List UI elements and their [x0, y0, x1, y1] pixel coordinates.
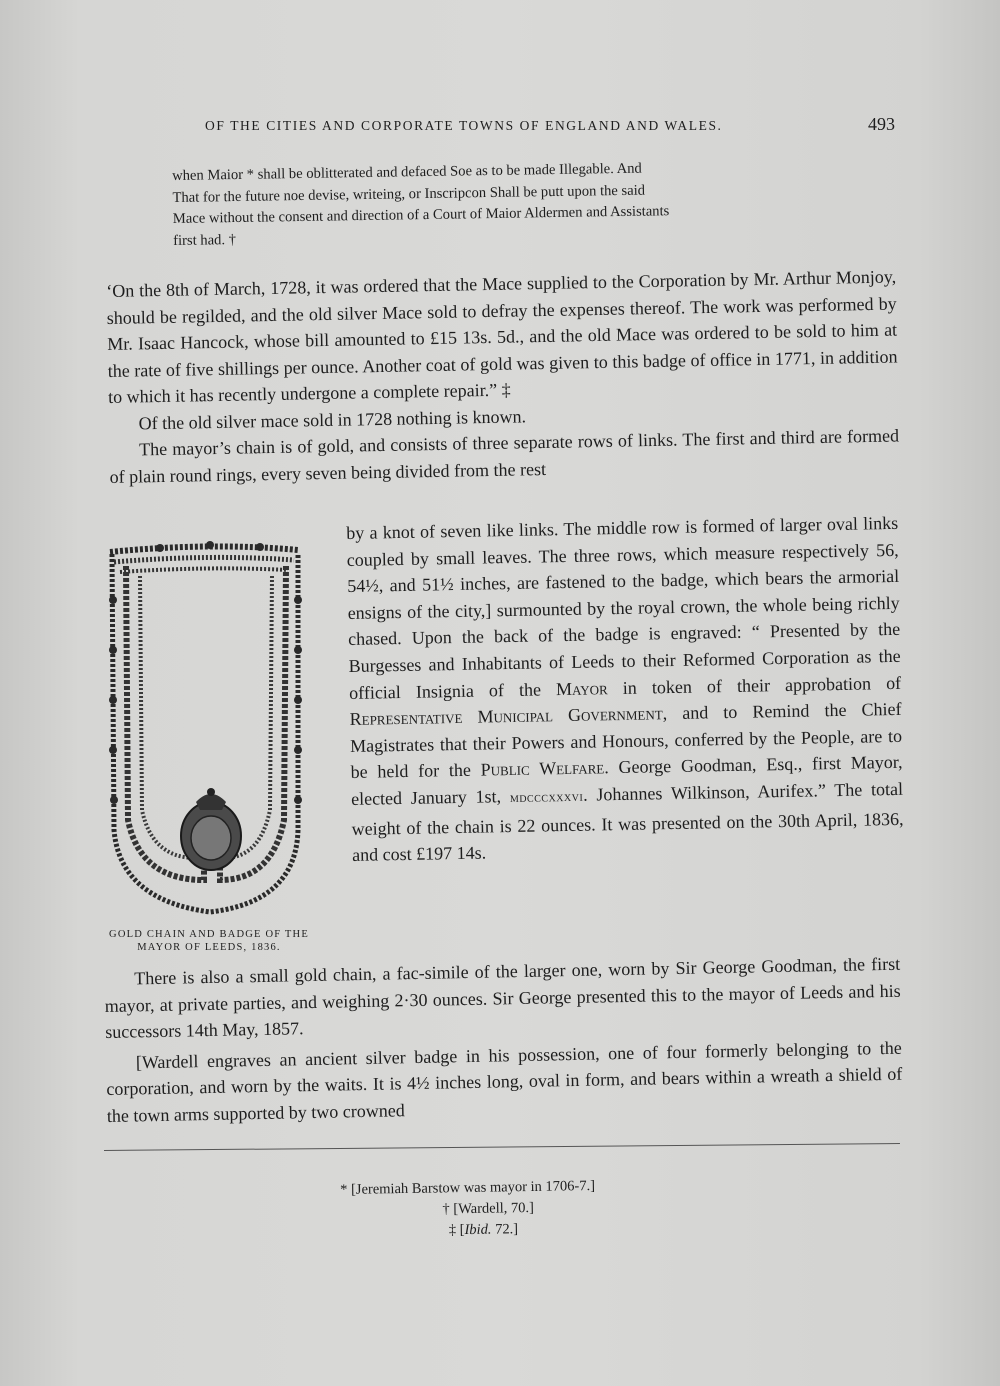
text-run: . George Goodman, Esq., first Mayor, elected January 1st, — [350, 752, 903, 809]
footnote — [341, 1216, 701, 1243]
body-text-top — [106, 264, 900, 490]
quote-line: when Maior * shall be oblitterated and defaced Soe as to be made Illegable. And — [172, 160, 642, 184]
text-run: in token of their approbation of — [607, 672, 902, 698]
quote-line: That for the future noe devise, writeing, or Inscripcon Shall be putt upon the said — [172, 182, 646, 206]
body-text-beside-figure — [346, 510, 904, 869]
chain-illustration — [100, 540, 320, 950]
gold-chain-image — [100, 540, 320, 930]
footnote: * [Jeremiah Barstow was mayor in 1706-7.] — [340, 1177, 596, 1198]
body-text-bottom — [104, 951, 903, 1133]
small-caps-text: Representative Municipal Government — [349, 703, 663, 730]
running-head: OF THE CITIES AND CORPORATE TOWNS OF ENGLAND AND WALES. — [205, 118, 723, 133]
caption-line: MAYOR OF LEEDS, 1836. — [137, 942, 281, 953]
roman-year: mdcccxxxvi — [509, 789, 584, 806]
paragraph: There is also a small gold chain, a fac-simile of the larger one, worn by Sir George Goodman, the first mayor, at private parties, and weighing 2·30 ounces. Sir George presented this to the mayor of Leeds and his successors 14th May, 1857. — [104, 953, 901, 1042]
page-number: 493 — [868, 114, 895, 134]
quote-line: first had. † — [173, 231, 237, 249]
quoted-passage — [172, 156, 813, 252]
footnote-rule — [104, 1143, 900, 1151]
footnote: † [Wardell, 70.] — [442, 1199, 535, 1218]
small-caps-text: Mayor — [555, 677, 608, 699]
paragraph: Of the old silver mace sold in 1728 nothing is known. — [138, 405, 527, 433]
paragraph: ‘On the 8th of March, 1728, it was ordered that the Mace supplied to the Corporation by Mr. Arthur Monjoy, should be regilded, and the old silver Mace sold to defray the expenses thereof. The work was performed by Mr. Isaac Hancock, whose bill amounted to £15 13s. 5d., and the old Mace was ordered to be sold to him at the rate of five shillings per ounce. Another coat of gold was given to this badge of office in 1771, in addition to which it has recently undergone a complete repair.” ‡ — [106, 266, 898, 407]
paragraph: The mayor’s chain is of gold, and consists of three separate rows of links. The first and third are formed of plain round rings, every seven being divided from the rest — [109, 425, 900, 487]
caption-line: GOLD CHAIN AND BADGE OF THE — [109, 929, 309, 940]
text-run: by a knot of seven like links. The middle row is formed of larger oval links coupled by small leaves. The three rows, which measure respectively 56, 54½, and 51½ inches, are fastened to the badge, which bears the armorial ensigns of the city,] surmounted by the royal crown, the whole being richly chased. Upon the back of the badge is engraved: “ Presented by the Burgesses and Inhabitants of Leeds to their Reformed Corporation as the official Insignia of the — [346, 512, 901, 703]
quote-line: Mace without the consent and direction of a Court of Maior Aldermen and Assistants — [172, 203, 670, 227]
paragraph: [Wardell engraves an ancient silver badge in his possession, one of four formerly belonging to the corporation, and worn by the waits. It is 4½ inches long, oval in form, and bears within a wreath a shield of the town arms supported by two crowned — [106, 1037, 903, 1126]
small-caps-text: Public Welfare — [480, 757, 605, 780]
footnote-mark: ‡ [ — [448, 1222, 465, 1239]
text-run: . Johannes Wilkinson, Aurifex.” The total weight of the chain is 22 ounces. It was presented on the 30th April, 1836, and cost £197 14s. — [351, 778, 904, 866]
footnotes — [340, 1174, 701, 1243]
figure-caption — [102, 928, 316, 954]
footnote-ibid: Ibid. — [464, 1221, 492, 1239]
text-run: , and to Remind the Chief Magistrates that their Powers and Honours, conferred by the People, are to be held for the — [349, 699, 903, 783]
footnote-ref: 72.] — [491, 1221, 519, 1238]
page-header — [205, 114, 895, 138]
paragraph — [346, 510, 904, 869]
